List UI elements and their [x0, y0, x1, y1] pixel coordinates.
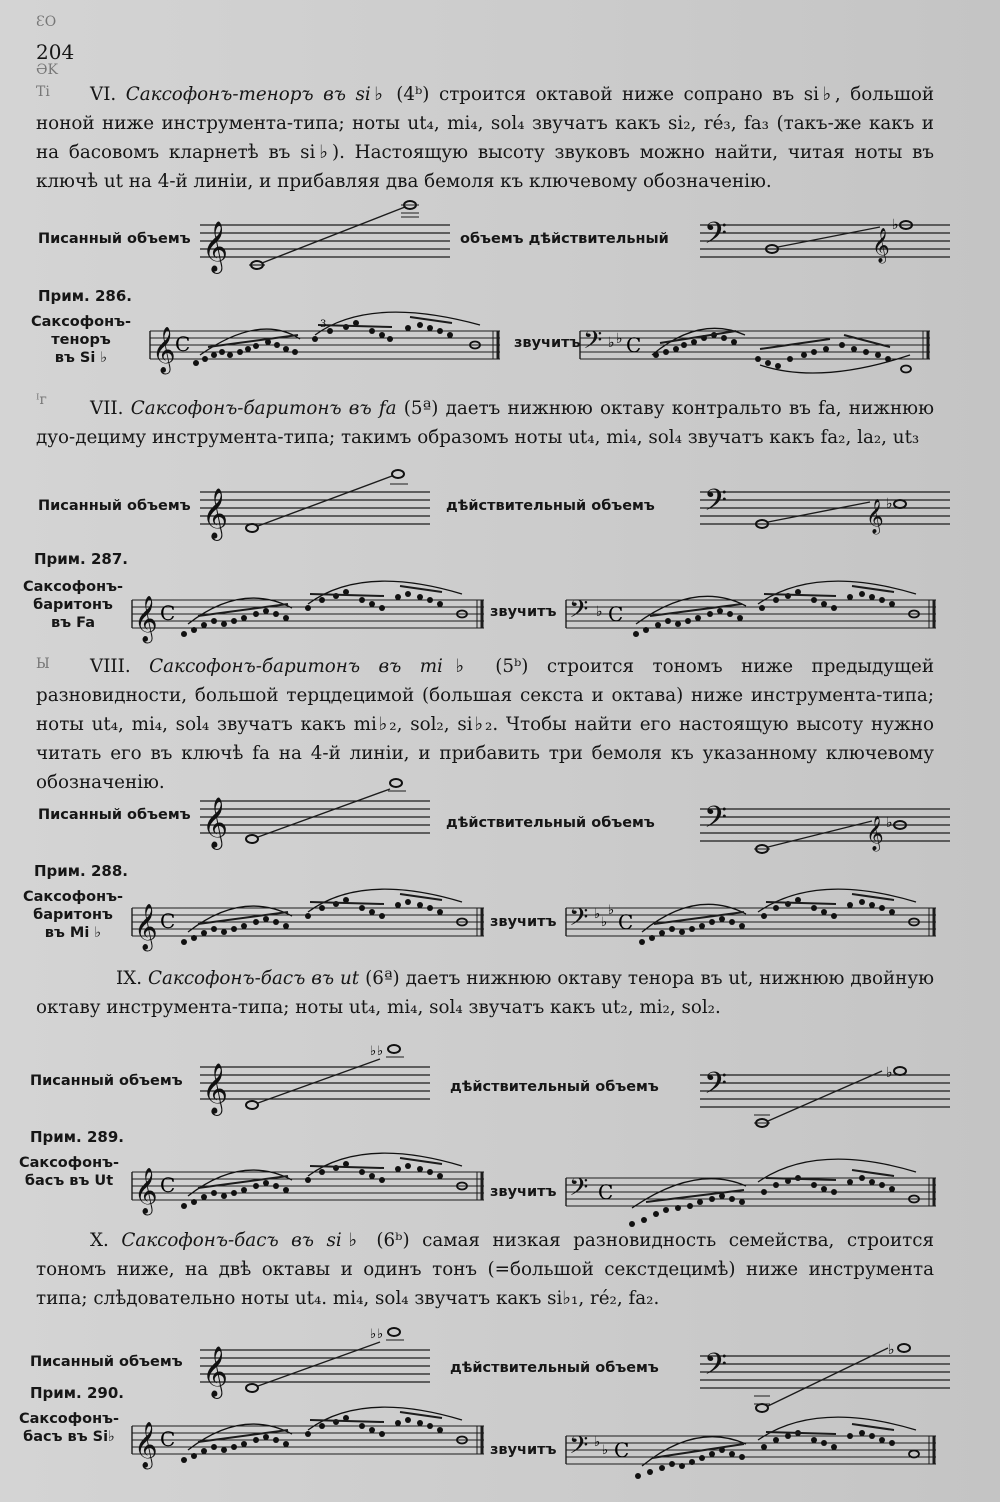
common-time-icon: C — [608, 602, 624, 626]
written-example-staff — [150, 319, 500, 385]
paragraph-section-6 — [36, 80, 934, 196]
treble-clef-icon: 𝄞 — [152, 327, 176, 373]
treble-clef-icon: 𝄞 — [866, 816, 884, 851]
flat-icon: ♭ — [377, 1327, 384, 1342]
flat-icon: ♭ — [886, 496, 893, 512]
written-example-staff — [132, 594, 484, 654]
bass-clef-icon: 𝄢 — [569, 1431, 589, 1466]
margin-mark: ᴵг — [36, 392, 47, 408]
flat-icon: ♭ — [888, 1342, 895, 1358]
real-range-label: дѣйствительный объемъ — [446, 815, 655, 831]
written-range-staff — [200, 1044, 430, 1121]
common-time-icon: C — [160, 1173, 176, 1197]
treble-clef-icon: 𝄞 — [202, 1346, 229, 1397]
section-numeral: VII. — [90, 398, 124, 419]
paragraph-section-7 — [36, 394, 934, 452]
real-range-label: дѣйствительный объемъ — [450, 1360, 659, 1376]
bass-clef-icon: 𝄢 — [704, 801, 728, 842]
bass-clef-icon: 𝄢 — [569, 903, 589, 938]
common-time-icon: C — [598, 1180, 614, 1204]
margin-mark: Ы — [36, 656, 50, 672]
section-title: Саксофонъ-теноръ въ si♭ — [125, 84, 387, 105]
section-numeral: VIII. — [90, 656, 131, 677]
section-numeral: X. — [90, 1230, 109, 1251]
example-label: Прим. 287. — [34, 550, 128, 568]
section-text: даетъ нижнюю октаву контральто въ fa, нижнюю дуо-дециму инструмента-типа; такимъ образомъ ноты ut₄, mi₄, sol₄ звучатъ какъ fa₂, la₂, ut₃ — [36, 398, 935, 448]
section-title: Саксофонъ-баритонъ въ mi♭ — [149, 656, 477, 677]
sounding-example-staff — [566, 1430, 936, 1480]
treble-clef-icon: 𝄞 — [202, 488, 229, 539]
flat-icon: ♭ — [892, 217, 899, 233]
written-example-staff — [132, 902, 484, 962]
section-text: даетъ нижнюю октаву тенора въ ut, нижнюю двойную октаву инструмента-типа; ноты ut₄, mi₄, sol₄ звучатъ какъ ut₂, mi₂, sol₂. — [36, 968, 935, 1018]
paragraph-section-9 — [36, 964, 934, 1022]
written-range-label: Писанный объемъ — [30, 1354, 183, 1370]
bass-clef-icon: 𝄢 — [704, 1067, 728, 1108]
written-range-staff — [200, 219, 450, 279]
real-range-staff — [700, 486, 950, 546]
written-range-label: Писанный объемъ — [38, 231, 191, 247]
example-label: Прим. 288. — [34, 862, 128, 880]
bass-clef-icon: 𝄢 — [704, 484, 728, 525]
section-code: (4ᵇ) — [396, 84, 430, 105]
treble-clef-icon: 𝄞 — [134, 904, 158, 950]
real-range-staff — [700, 1342, 950, 1410]
treble-clef-icon: 𝄞 — [202, 1063, 229, 1114]
flat-icon: ♭ — [886, 1065, 893, 1081]
section-code: (6ª) — [365, 968, 400, 989]
instrument-name: Саксофонъ- теноръ въ Si ♭ — [30, 314, 132, 366]
treble-clef-icon: 𝄞 — [866, 499, 884, 534]
treble-clef-icon: 𝄞 — [872, 228, 890, 263]
flat-icon: ♭ — [594, 907, 601, 922]
flat-icon: ♭ — [616, 331, 623, 347]
written-range-staff — [200, 486, 430, 546]
written-range-label: Писанный объемъ — [38, 807, 191, 823]
treble-clef-icon: 𝄞 — [134, 1168, 158, 1214]
flat-icon: ♭ — [608, 903, 615, 918]
real-range-label: дѣйствительный объемъ — [450, 1079, 659, 1095]
sounding-example-staff — [566, 902, 936, 962]
common-time-icon: C — [618, 910, 634, 934]
common-time-icon: C — [160, 1427, 176, 1451]
written-range-label: Писанный объемъ — [30, 1073, 183, 1089]
paragraph-section-8 — [36, 652, 934, 797]
flat-icon: ♭ — [602, 1443, 609, 1458]
paragraph-section-10 — [36, 1226, 934, 1313]
bass-clef-icon: 𝄢 — [704, 1348, 728, 1389]
real-range-staff — [700, 1065, 950, 1129]
example-label: Прим. 286. — [38, 287, 132, 305]
written-range-label: Писанный объемъ — [38, 498, 191, 514]
bass-clef-icon: 𝄢 — [569, 1173, 589, 1208]
instrument-name: Саксофонъ- басъ въ Si♭ — [18, 1411, 120, 1445]
flat-icon: ♭ — [601, 915, 608, 930]
written-range-staff — [200, 795, 430, 855]
section-title: Саксофонъ-баритонъ въ fa — [130, 398, 397, 419]
written-range-staff — [200, 1327, 430, 1404]
real-range-label: объемъ дѣйствительный — [460, 231, 669, 247]
bass-clef-icon: 𝄢 — [704, 217, 728, 258]
margin-mark: ƐO — [36, 14, 57, 30]
sounds-label: звучитъ — [490, 604, 557, 620]
real-range-staff — [700, 219, 950, 279]
common-time-icon: C — [175, 332, 191, 356]
flat-icon: ♭ — [370, 1327, 377, 1342]
margin-mark: Ті — [36, 84, 50, 100]
section-code: (5ᵇ) — [495, 656, 529, 677]
written-example-staff — [132, 1166, 484, 1226]
sounding-example-staff — [566, 594, 936, 654]
section-code: (5ª) — [403, 398, 439, 419]
section-numeral: VI. — [90, 84, 117, 105]
treble-clef-icon: 𝄞 — [134, 596, 158, 642]
sounding-example-staff — [566, 1172, 936, 1232]
treble-clef-icon: 𝄞 — [134, 1422, 158, 1468]
flat-icon: ♭ — [594, 1435, 601, 1450]
example-label: Прим. 290. — [30, 1384, 124, 1402]
flat-icon: ♭ — [886, 815, 893, 831]
section-title: Саксофонъ-басъ въ si♭ — [121, 1230, 364, 1251]
common-time-icon: C — [614, 1438, 630, 1462]
page-number: 204 — [36, 40, 75, 64]
flat-icon: ♭ — [377, 1044, 384, 1059]
instrument-name: Саксофонъ- баритонъ въ Fa — [22, 579, 124, 631]
sounds-label: звучитъ — [514, 335, 581, 351]
written-example-staff — [132, 1420, 484, 1480]
bass-clef-icon: 𝄢 — [569, 595, 589, 630]
flat-icon: ♭ — [370, 1044, 377, 1059]
treble-clef-icon: 𝄞 — [202, 221, 229, 272]
section-text: строится октавой ниже сопрано въ si♭, большой ноной ниже инструмента-типа; ноты ut₄, mi₄, sol₄ звучатъ какъ si₂, ré₃, fa₃ (такъ-же какъ и на басовомъ кларнетѣ въ si♭). Настоящую высоту звуковъ можно найти, читая ноты въ ключѣ ut на 4-й линіи, и прибавляя два бемоля къ ключевому обозначенію. — [36, 84, 935, 192]
section-code: (6ᵇ) — [376, 1230, 410, 1251]
sounds-label: звучитъ — [490, 1184, 557, 1200]
real-range-staff — [700, 803, 950, 863]
section-title: Саксофонъ-басъ въ ut — [148, 968, 360, 989]
real-range-label: дѣйствительный объемъ — [446, 498, 655, 514]
section-numeral: IX. — [116, 968, 143, 989]
common-time-icon: C — [626, 333, 642, 357]
bass-clef-icon: 𝄢 — [583, 326, 603, 361]
instrument-name: Саксофонъ- баритонъ въ Mi ♭ — [22, 889, 124, 941]
sounds-label: звучитъ — [490, 914, 557, 930]
flat-icon: ♭ — [608, 335, 615, 351]
example-label: Прим. 289. — [30, 1128, 124, 1146]
triplet-mark: 3 — [320, 319, 327, 330]
common-time-icon: C — [160, 601, 176, 625]
section-text: строится тономъ ниже предыдущей разновидности, большой терцдецимой (большая секста и октава) ниже инструмента-типа; ноты ut₄, mi₄, sol₄ звучатъ какъ mi♭₂, sol₂, si♭₂. Чтобы найти его настоящую высоту нужно читать его въ ключѣ fa на 4-й линіи, и прибавить три бемоля къ указанному ключевому обозначенію. — [36, 656, 935, 793]
sounds-label: звучитъ — [490, 1442, 557, 1458]
instrument-name: Саксофонъ- басъ въ Ut — [18, 1155, 120, 1189]
section-text: самая низкая разновидность семейства, строится тономъ ниже, на двѣ октавы и одинъ тонъ (=большой секстдецимѣ) ниже инструмента типа; слѣдовательно ноты ut₄. mi₄, sol₄ звучатъ какъ si♭₁, ré₂, fa₂. — [36, 1230, 935, 1309]
sounding-example-staff — [580, 325, 930, 385]
flat-icon: ♭ — [596, 604, 603, 620]
margin-mark: ƏK — [36, 62, 58, 78]
treble-clef-icon: 𝄞 — [202, 797, 229, 848]
common-time-icon: C — [160, 909, 176, 933]
